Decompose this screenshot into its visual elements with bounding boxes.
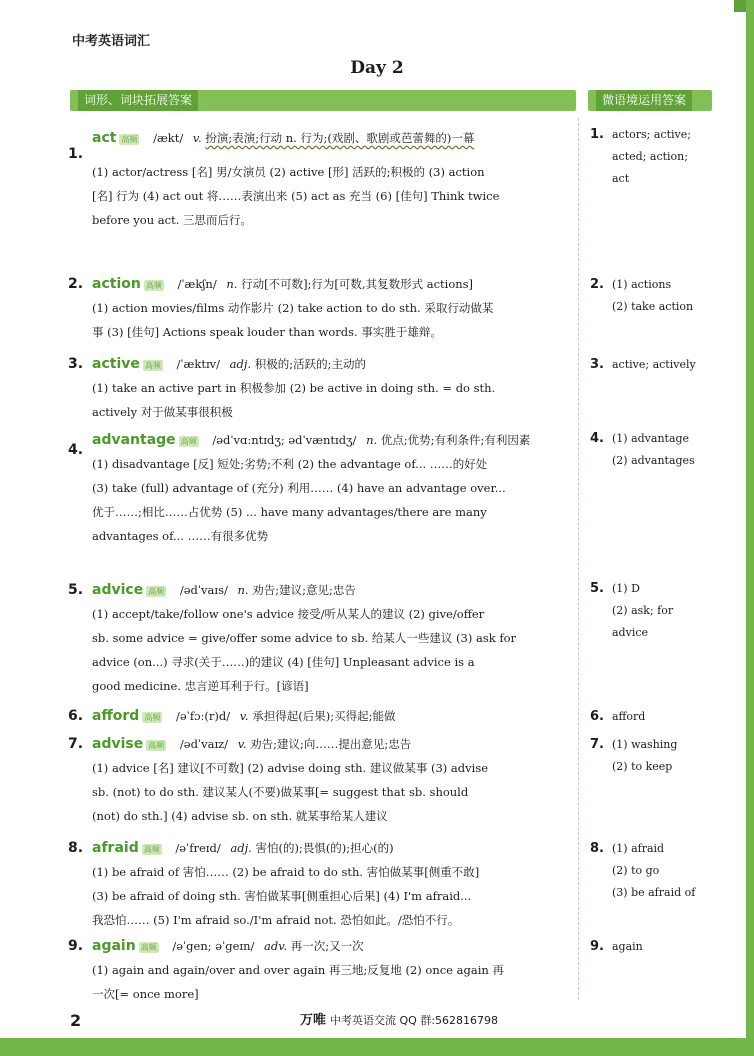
side-section-label: 微语境运用答案: [596, 90, 692, 111]
part-of-speech: n.: [366, 433, 378, 447]
detail-line: (1) accept/take/follow one's advice 接受/听从某人的建议 (2) give/offer: [92, 607, 485, 621]
answer-line: actors; active;: [612, 128, 691, 141]
entry-word: advise: [92, 736, 144, 752]
entry-word: again: [92, 938, 136, 954]
definition: 再一次;又一次: [290, 939, 364, 953]
entry-advise: [70, 732, 568, 828]
part-of-speech: v.: [237, 737, 247, 751]
detail-line: before you act. 三思而后行。: [92, 213, 253, 227]
answer-number: 8.: [590, 841, 604, 856]
detail-line: (3) take (full) advantage of (充分) 利用…… (4) have an advantage over...: [92, 481, 506, 495]
page-edge-bottom: [0, 1038, 754, 1056]
answer-line: (1) actions: [612, 278, 672, 291]
entry-advantage: [70, 428, 568, 548]
detail-line: (1) take an active part in 积极参加 (2) be active in doing sth. = do sth.: [92, 381, 496, 395]
entry-number: 6.: [68, 708, 84, 724]
footer-brand: [300, 1009, 498, 1028]
detail-line: (1) again and again/over and over again 再三地;反复地 (2) once again 再: [92, 963, 504, 977]
answer-line: acted; action;: [612, 150, 688, 163]
detail-line: (1) advice [名] 建议[不可数] (2) advise doing sth. 建议做某事 (3) advise: [92, 761, 489, 775]
answer-number: 1.: [590, 127, 604, 142]
detail-line: sb. some advice = give/offer some advice to sb. 给某人一些建议 (3) ask for: [92, 631, 517, 645]
frequency-tag: 高频: [144, 360, 161, 370]
frequency-tag: 高频: [144, 712, 161, 722]
part-of-speech: adj.: [230, 841, 252, 855]
answer-7: [590, 734, 710, 778]
definition: 劝告;建议;意见;忠告: [252, 583, 356, 597]
entry-number: 5.: [68, 582, 84, 598]
phonetic: /ˈækʃn/: [177, 277, 217, 291]
answer-8: [590, 838, 710, 904]
part-of-speech: n.: [226, 277, 238, 291]
page-number: 2: [70, 1011, 82, 1030]
entry-number: 1.: [68, 146, 84, 162]
part-of-speech: adj.: [229, 357, 252, 371]
answer-line: (1) afraid: [612, 842, 665, 855]
phonetic: /ədˈvɑːntɪdʒ; ədˈvæntɪdʒ/: [212, 433, 357, 447]
part-of-speech: adv.: [264, 939, 288, 953]
frequency-tag: 高频: [143, 844, 160, 854]
answer-line: (1) D: [612, 582, 640, 595]
frequency-tag: 高频: [148, 740, 165, 750]
detail-line: (1) disadvantage [反] 短处;劣势;不利 (2) the advantage of... ……的好处: [92, 457, 488, 471]
entry-afford: [70, 704, 568, 728]
detail-line: (1) be afraid of 害怕…… (2) be afraid to do sth. 害怕做某事[侧重不敢]: [92, 865, 480, 879]
entry-word: afford: [92, 708, 140, 724]
answer-line: (2) take action: [612, 300, 694, 313]
answer-line: afford: [612, 710, 646, 723]
main-section-banner: [70, 90, 576, 111]
phonetic: /ədˈvaɪs/: [179, 583, 228, 597]
detail-line: (1) actor/actress [名] 男/女演员 (2) active [形] 活跃的;积极的 (3) action: [92, 165, 485, 179]
book-title: 中考英语词汇: [72, 34, 151, 49]
answer-3: [590, 354, 710, 376]
entry-number: 3.: [68, 356, 84, 372]
answer-line: (1) advantage: [612, 432, 690, 445]
answer-line: (2) to go: [612, 864, 660, 877]
entry-action: [70, 272, 568, 344]
frequency-tag: 高频: [140, 942, 157, 952]
detail-line: actively 对于做某事很积极: [92, 405, 233, 419]
detail-line: 优于……;相比……占优势 (5) ... have many advantages/there are many: [92, 505, 487, 519]
answer-line: again: [612, 940, 643, 953]
column-divider: [578, 118, 580, 1000]
definition: 优点;优势;有利条件;有利因素: [380, 433, 531, 447]
detail-line: sb. (not) to do sth. 建议某人(不要)做某事[= suggest that sb. should: [92, 785, 469, 799]
entry-number: 2.: [68, 276, 84, 292]
answer-number: 3.: [590, 357, 604, 372]
answer-line: advice: [612, 626, 649, 639]
entry-afraid: [70, 836, 568, 932]
brand-logo-text: 万唯: [300, 1013, 327, 1028]
day-title: Day 2: [350, 58, 404, 78]
entry-number: 4.: [68, 442, 84, 458]
part-of-speech: v.: [239, 709, 249, 723]
phonetic: /əˈfɔː(r)d/: [176, 709, 231, 723]
definition: 行动[不可数];行为[可数,其复数形式 actions]: [241, 277, 474, 291]
frequency-tag: 高频: [145, 280, 162, 290]
entry-number: 8.: [68, 840, 84, 856]
entry-word: advantage: [92, 432, 176, 448]
phonetic: /ədˈvaɪz/: [179, 737, 229, 751]
answer-number: 6.: [590, 709, 604, 724]
page-edge-right: [746, 0, 754, 1056]
answer-line: (3) be afraid of: [612, 886, 696, 899]
answer-number: 4.: [590, 431, 604, 446]
entry-again: [70, 934, 568, 1006]
phonetic: /ˈæktɪv/: [176, 357, 220, 371]
detail-line: 事 (3) [佳句] Actions speak louder than words. 事实胜于雄辩。: [92, 325, 442, 339]
answer-5: [590, 578, 710, 644]
detail-line: good medicine. 忠言逆耳利于行。[谚语]: [92, 679, 309, 693]
corner-mark: [734, 0, 746, 12]
definition: 承担得起(后果);买得起;能做: [252, 709, 396, 723]
answer-number: 7.: [590, 737, 604, 752]
detail-line: (not) do sth.] (4) advise sb. on sth. 就某事给某人建议: [92, 809, 388, 823]
phonetic: /əˈgen; əˈgeɪn/: [172, 939, 255, 953]
detail-line: (1) action movies/films 动作影片 (2) take action to do sth. 采取行动做某: [92, 301, 494, 315]
main-section-label: 词形、词块拓展答案: [78, 90, 198, 111]
detail-line: 我恐怕…… (5) I'm afraid so./I'm afraid not. 恐怕如此。/恐怕不行。: [92, 913, 460, 927]
entry-number: 7.: [68, 736, 84, 752]
definition: 积极的;活跃的;主动的: [254, 357, 367, 371]
detail-line: 一次[= once more]: [92, 987, 199, 1001]
frequency-tag: 高频: [180, 436, 197, 446]
entry-word: action: [92, 276, 141, 292]
entry-advice: [70, 578, 568, 698]
entry-word: advice: [92, 582, 144, 598]
side-section-banner: [588, 90, 712, 111]
entry-number: 9.: [68, 938, 84, 954]
detail-line: [名] 行为 (4) act out 将……表演出来 (5) act as 充当 (6) [佳句] Think twice: [92, 189, 500, 203]
answer-line: (2) to keep: [612, 760, 673, 773]
answer-6: [590, 706, 710, 728]
phonetic: /əˈfreɪd/: [175, 841, 221, 855]
answer-line: (2) ask; for: [612, 604, 674, 617]
phonetic: /ækt/: [153, 131, 184, 145]
detail-line: (3) be afraid of doing sth. 害怕做某事[侧重担心后果] (4) I'm afraid...: [92, 889, 472, 903]
detail-line: advantages of... ……有很多优势: [92, 529, 269, 543]
definition: 害怕(的);畏惧(的);担心(的): [255, 841, 394, 855]
answer-line: active; actively: [612, 358, 696, 371]
answer-2: [590, 274, 710, 318]
frequency-tag: 高频: [148, 586, 165, 596]
entry-active: [70, 352, 568, 424]
part-of-speech: v.: [192, 131, 202, 145]
answer-4: [590, 428, 710, 472]
answer-number: 9.: [590, 939, 604, 954]
definition: 扮演;表演;行动 n. 行为;(戏剧、歌剧或芭蕾舞的)一幕: [205, 131, 475, 145]
detail-line: advice (on...) 寻求(关于……)的建议 (4) [佳句] Unpleasant advice is a: [92, 655, 475, 669]
definition: 劝告;建议;向……提出意见;忠告: [250, 737, 412, 751]
answer-number: 2.: [590, 277, 604, 292]
qq-group: 中考英语交流 QQ 群:562816798: [330, 1014, 499, 1027]
answer-9: [590, 936, 710, 958]
entry-word: active: [92, 356, 140, 372]
answer-line: act: [612, 172, 630, 185]
answer-line: (2) advantages: [612, 454, 695, 467]
frequency-tag: 高频: [121, 134, 138, 144]
entry-word: act: [92, 130, 117, 146]
entry-word: afraid: [92, 840, 139, 856]
answer-line: (1) washing: [612, 738, 678, 751]
part-of-speech: n.: [237, 583, 249, 597]
answer-1: [590, 124, 710, 190]
entry-act: [70, 126, 568, 232]
answer-number: 5.: [590, 581, 604, 596]
